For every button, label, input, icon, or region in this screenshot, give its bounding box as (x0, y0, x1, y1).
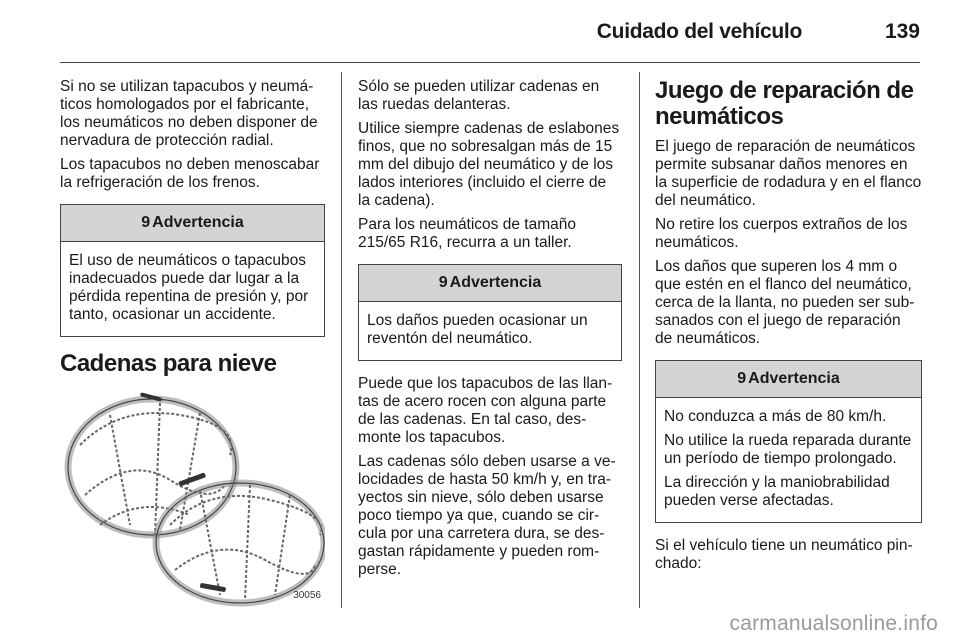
paragraph: No retire los cuerpos extraños de los neumáticos. (655, 216, 908, 251)
paragraph: Los tapacubos no deben menoscabar la refrigeración de los frenos. (60, 156, 320, 191)
column-1 (60, 78, 325, 609)
column-divider (341, 72, 342, 608)
figure-code: 30056 (293, 590, 321, 601)
warning-box (60, 204, 325, 337)
section-title: Juego de reparación de neumáticos (655, 77, 914, 130)
warning-body (656, 398, 921, 522)
warning-text: Los daños pueden ocasionar un reventón del neumático. (367, 312, 588, 347)
header-title: Cuidado del vehículo (596, 20, 802, 43)
snow-chains-figure (60, 385, 325, 609)
warning-text: No conduzca a más de 80 km/h. (664, 408, 887, 425)
warning-title: Advertencia (748, 370, 840, 387)
section-title: Cadenas para nieve (60, 350, 277, 377)
warning-title: Advertencia (449, 274, 542, 291)
paragraph: Si el vehículo tiene un neumático pinchado: (655, 537, 913, 572)
paragraph: Para los neumáticos de tamaño 215/65 R16, recurra a un taller. (358, 216, 576, 251)
warning-text: La dirección y la maniobrabilidad pueden verse afectadas. (664, 474, 890, 509)
paragraph: Utilice siempre cadenas de eslabones finos, que no sobresalgan más de 15 mm del dibujo del neumático y de los lados interiores (incluido el cierre de la cadena). (358, 120, 620, 209)
paragraph: Si no se utilizan tapacubos y neumáticos homologados por el fabricante, los neumáticos no deben disponer de nervadura de protección radial. (60, 78, 318, 149)
paragraph: El juego de reparación de neumáticos permite subsanar daños menores en la superficie de rodadura y en el flanco del neumático. (655, 138, 922, 209)
column-divider (639, 72, 640, 608)
snow-chains-illustration (60, 385, 325, 609)
warning-header (61, 205, 324, 242)
warning-text: No utilice la rueda reparada durante un período de tiempo prolongado. (664, 432, 912, 467)
warning-box (655, 360, 922, 523)
warning-body (359, 302, 621, 360)
warning-icon: 9 (141, 214, 151, 231)
column-3 (655, 78, 922, 579)
warning-box (358, 264, 622, 361)
watermark: carmanualsonline.info (729, 612, 938, 635)
column-2 (358, 78, 622, 585)
paragraph: Las cadenas sólo deben usarse a velocidades de hasta 50 km/h y, en trayectos sin nieve, sólo deben usarse poco tiempo ya que, cuando se circula por una carretera dura, se desgastan rápidamente y pueden romperse. (358, 453, 616, 578)
paragraph: Puede que los tapacubos de las llantas de acero rocen con alguna parte de las cadenas. En tal caso, desmonte los tapacubos. (358, 375, 613, 446)
warning-body (61, 242, 324, 336)
page-header (60, 0, 920, 63)
paragraph: Sólo se pueden utilizar cadenas en las ruedas delanteras. (358, 78, 600, 113)
paragraph: Los daños que superen los 4 mm o que estén en el flanco del neumático, cerca de la llanta, no pueden ser subsanados con el juego de reparación de neumáticos. (655, 258, 915, 347)
warning-header (359, 265, 621, 302)
warning-title: Advertencia (152, 214, 244, 231)
warning-header (656, 361, 921, 398)
warning-icon: 9 (737, 370, 747, 387)
warning-text: El uso de neumáticos o tapacubos inadecuados puede dar lugar a la pérdida repentina de presión y, por tanto, ocasionar un accidente. (69, 252, 309, 323)
page-number: 139 (884, 20, 920, 43)
warning-icon: 9 (438, 274, 448, 291)
